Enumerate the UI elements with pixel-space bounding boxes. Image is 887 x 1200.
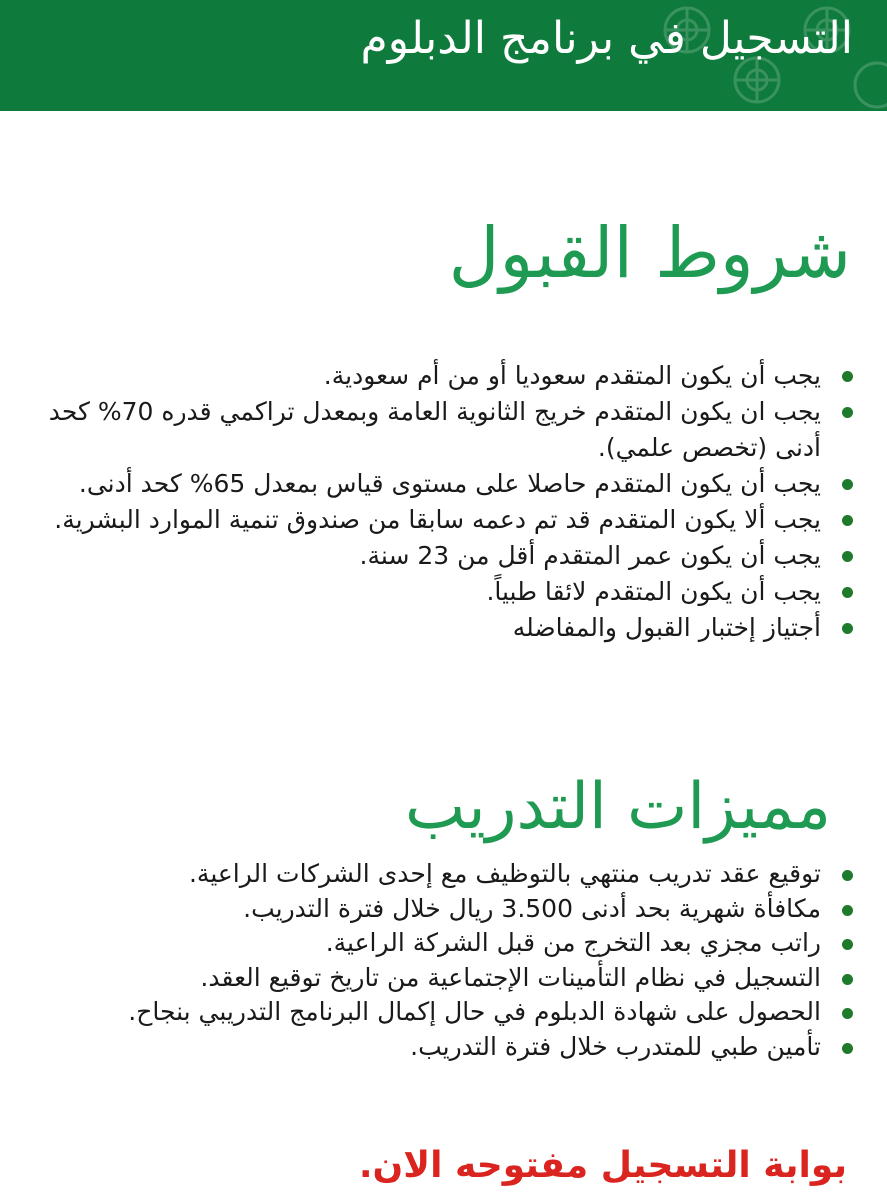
list-item: توقيع عقد تدريب منتهي بالتوظيف مع إحدى الشركات الراعية. (43, 857, 863, 892)
list-item: يجب أن يكون المتقدم لائقا طبياً. (43, 574, 863, 610)
header-banner (0, 0, 887, 111)
bullet-icon (842, 407, 853, 418)
list-item: يجب ان يكون المتقدم خريج الثانوية العامة وبمعدل تراكمي قدره 70% كحد أدنى (تخصص علمي). (43, 394, 863, 466)
bullet-icon (842, 623, 853, 634)
bullet-icon (842, 479, 853, 490)
bullet-icon (842, 551, 853, 562)
list-item: يجب أن يكون المتقدم حاصلا على مستوى قياس بمعدل 65% كحد أدنى. (43, 466, 863, 502)
bullet-icon (842, 1008, 853, 1019)
list-item: يجب أن يكون المتقدم سعوديا أو من أم سعودية. (43, 358, 863, 394)
list-item: يجب ألا يكون المتقدم قد تم دعمه سابقا من صندوق تنمية الموارد البشرية. (43, 502, 863, 538)
registration-open-notice: بوابة التسجيل مفتوحه الان. (358, 1145, 847, 1186)
benefits-list (43, 857, 863, 1064)
bullet-icon (842, 515, 853, 526)
bullet-icon (842, 587, 853, 598)
admission-list (43, 358, 863, 646)
list-item: يجب أن يكون عمر المتقدم أقل من 23 سنة. (43, 538, 863, 574)
list-item: الحصول على شهادة الدبلوم في حال إكمال البرنامج التدريبي بنجاح. (43, 995, 863, 1030)
bullet-icon (842, 974, 853, 985)
list-item: أجتياز إختبار القبول والمفاضله (43, 610, 863, 646)
list-item: تأمين طبي للمتدرب خلال فترة التدريب. (43, 1030, 863, 1065)
admission-title: شروط القبول (448, 212, 851, 294)
bullet-icon (842, 1043, 853, 1054)
bullet-icon (842, 371, 853, 382)
page-title: التسجيل في برنامج الدبلوم (360, 13, 853, 64)
bullet-icon (842, 905, 853, 916)
list-item: راتب مجزي بعد التخرج من قبل الشركة الراعية. (43, 926, 863, 961)
bullet-icon (842, 870, 853, 881)
list-item: التسجيل في نظام التأمينات الإجتماعية من تاريخ توقيع العقد. (43, 961, 863, 996)
benefits-title: مميزات التدريب (404, 770, 831, 844)
bullet-icon (842, 939, 853, 950)
list-item: مكافأة شهرية بحد أدنى 3.500 ريال خلال فترة التدريب. (43, 892, 863, 927)
